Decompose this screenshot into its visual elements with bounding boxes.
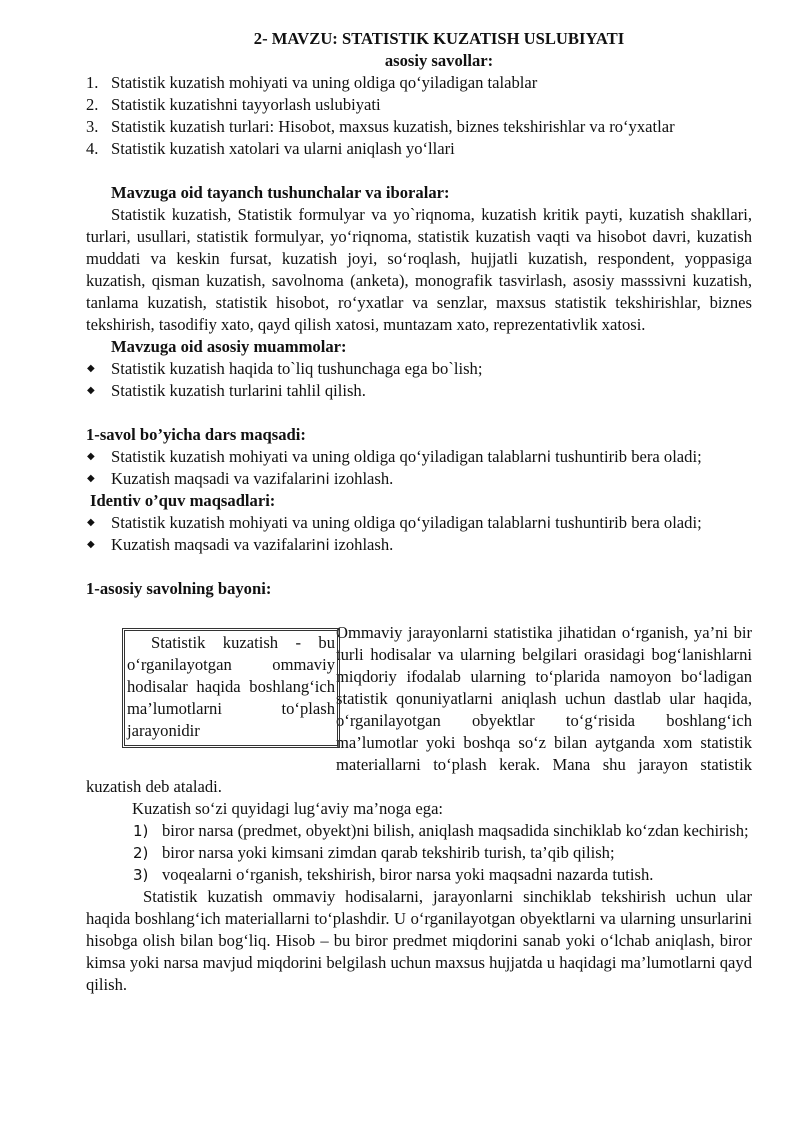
list-item: ◆ Statistik kuzatish mohiyati va uning oldiga qo‘yiladigan talablarni tushuntirib bera oladi;	[87, 513, 702, 532]
identiv-list	[86, 512, 752, 556]
question-item: 4. Statistik kuzatish xatolari va ularni aniqlash yo‘llari	[86, 139, 455, 158]
question-item: 3. Statistik kuzatish turlari: Hisobot, maxsus kuzatish, biznes tekshirishlar va ro‘yxatlar	[86, 117, 675, 136]
goals-list	[86, 446, 752, 490]
list-item: ◆ Kuzatish maqsadi va vazifalarini izohlash.	[87, 535, 394, 554]
diamond-bullet-icon: ◆	[87, 363, 95, 374]
goal-heading: 1-savol bo’yicha dars maqsadi:	[86, 425, 306, 444]
document-title: 2- MAVZU: STATISTIK KUZATISH USLUBIYATI	[253, 29, 625, 48]
spacer	[86, 556, 752, 578]
diamond-bullet-icon: ◆	[87, 517, 95, 528]
list-item: ◆ Statistik kuzatish turlarini tahlil qilish.	[87, 381, 366, 400]
spacer	[86, 160, 752, 182]
final-paragraph: Statistik kuzatish ommaviy hodisalarni, jarayonlarni sinchiklab tekshirish uchun ular haqida boshlang‘ich materiallarni to‘plashdir. U o‘rganilayotgan obyektlarni va ularning unsurlarini hisobga olish bilan bog‘liq. Hisob – bu biror predmet miqdorini sanab yoki o‘lchab aniqlash, biror kimsa yoki narsa mavjud miqdorini belgilash uchun maxsus hujjatda u haqidagi ma’lumotlarni qayd qilish.	[86, 887, 752, 994]
identiv-heading: Identiv o’quv maqsadlari:	[90, 491, 276, 510]
list-item: ◆ Kuzatish maqsadi va vazifalarini izohlash.	[87, 469, 394, 488]
list-item: ◆ Statistik kuzatish mohiyati va uning oldiga qo‘yiladigan talablarni tushuntirib bera oladi;	[87, 447, 702, 466]
list-item: 3) voqealarni o‘rganish, tekshirish, biror narsa yoki maqsadni nazarda tutish.	[133, 865, 654, 884]
definition-text: Statistik kuzatish - bu o‘rganilayotgan ommaviy hodisalar haqida boshlang‘ich ma’lumotlarni to‘plash jarayonidir	[127, 633, 335, 740]
document-content	[86, 28, 752, 996]
questions-list	[86, 72, 752, 160]
diamond-bullet-icon: ◆	[87, 473, 95, 484]
document-subtitle: asosiy savollar:	[384, 51, 494, 70]
diamond-bullet-icon: ◆	[87, 539, 95, 550]
main-paragraph: Ommaviy jarayonlarni statistika jihatidan o‘rganish, ya’ni bir turli hodisalar va ularning belgilari orasidagi bog‘lanishlarni miqdoriy ifodalab ularning to‘plarida namoyon bo‘ladigan statistik qonuniyatlarni aniqlash uchun dastlab ular haqida, o‘rganilayotgan obyektlar to‘g‘risida boshlang‘ich ma’lumotlar yoki boshqa so‘z bilan aytganda xom statistik materiallarni to‘plash kerak. Mana shu jarayon statistik kuzatish deb ataladi.	[86, 623, 752, 796]
concepts-heading: Mavzuga oid tayanch tushunchalar va iboralar:	[111, 183, 450, 202]
spacer	[86, 402, 752, 424]
list-item: ◆ Statistik kuzatish haqida to`liq tushunchaga ega bo`lish;	[87, 359, 483, 378]
list-item: 2) biror narsa yoki kimsani zimdan qarab tekshirib turish, ta’qib qilish;	[133, 843, 615, 862]
spacer	[86, 600, 752, 622]
diamond-bullet-icon: ◆	[87, 451, 95, 462]
word-meaning-intro: Kuzatish so‘zi quyidagi lug‘aviy ma’noga ega:	[132, 799, 444, 818]
definition-box-wrapper	[86, 622, 336, 772]
problems-list	[86, 358, 752, 402]
question-item: 2. Statistik kuzatishni tayyorlash uslubiyati	[86, 95, 381, 114]
list-item: 1) biror narsa (predmet, obyekt)ni bilish, aniqlash maqsadida sinchiklab ko‘zdan kechirish;	[133, 821, 749, 840]
concepts-paragraph: Statistik kuzatish, Statistik formulyar va yo`riqnoma, kuzatish kritik payti, kuzatish shakllari, turlari, usullari, statistik formulyar, yo‘riqnoma, statistik kuzatish vaqti va hisobot davri, kuzatish muddati va keskin fursat, kuzatish joyi, so‘roqlash, hujjatli kuzatish, respondent, yoppasiga kuzatish, qisman kuzatish, savolnoma (anketa), monografik tasvirlash, asosiy masssivni kuzatish, tanlama kuzatish, statistik hisobot, ro‘yxatlar va senzlar, maxsus statistik tekshirishlar, biznes tekshirish, tasodifiy xato, qayd qilish xatosi, muntazam xato, reprezentativlik xatosi.	[86, 205, 752, 334]
definition-box	[122, 628, 340, 748]
question-item: 1. Statistik kuzatish mohiyati va uning oldiga qo‘yiladigan talablar	[86, 73, 538, 92]
diamond-bullet-icon: ◆	[87, 385, 95, 396]
meanings-list	[86, 820, 752, 886]
statement-heading: 1-asosiy savolning bayoni:	[86, 579, 272, 598]
problems-heading: Mavzuga oid asosiy muammolar:	[111, 337, 347, 356]
